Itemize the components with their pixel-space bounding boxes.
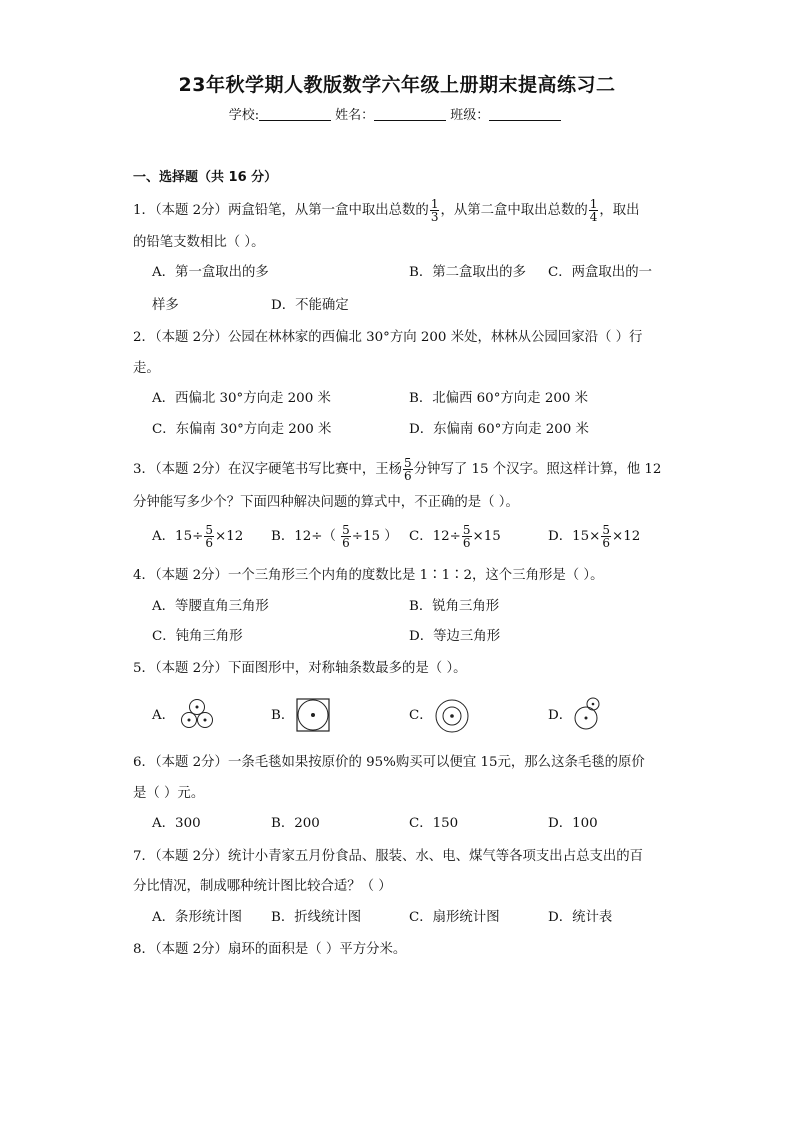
name-label: 姓名： — [335, 108, 375, 123]
q2-option-c[interactable]: C．东偏南 30°方向走 200 米 — [152, 422, 332, 437]
q4-option-d[interactable]: D．等边三角形 — [409, 629, 501, 644]
q4-stem-line1: 4．（本题 2分）一个三角形三个内角的度数比是 1∶1∶2，这个三角形是（ ）。 — [133, 568, 604, 583]
q6-stem-line2: 是（ ）元。 — [133, 786, 205, 801]
option-text: A．15÷ — [152, 529, 204, 544]
option-text: D．15× — [548, 529, 601, 544]
q5-option-c[interactable]: C． — [409, 708, 433, 723]
q6-option-c[interactable]: C．150 — [409, 816, 459, 831]
q3-option-b[interactable] — [271, 524, 398, 549]
q2-stem-line2: 走。 — [133, 361, 160, 376]
q4-option-a[interactable]: A．等腰直角三角形 — [152, 599, 269, 614]
q4-option-b[interactable]: B．锐角三角形 — [409, 599, 500, 614]
student-info-line — [0, 104, 794, 123]
fraction-denominator: 6 — [404, 469, 412, 483]
q3-stem-line1 — [133, 457, 661, 482]
fraction-numerator: 5 — [342, 523, 350, 537]
q5-figure-c-concentric-circles — [433, 697, 471, 735]
option-text: ÷15 ） — [351, 529, 398, 544]
q1-text-c: ，取出 — [599, 203, 640, 218]
q3-text-b: 分钟写了 15 个汉字。照这样计算，他 12 — [413, 462, 662, 477]
fraction-denominator: 6 — [602, 536, 611, 550]
q1-option-d[interactable]: D．不能确定 — [271, 298, 349, 313]
q1-option-c[interactable]: C．两盒取出的一 — [548, 265, 652, 280]
fraction-numerator: 5 — [205, 523, 213, 537]
q6-stem-line1: 6．（本题 2分）一条毛毯如果按原价的 95%购买可以便宜 15元，那么这条毛毯的原价 — [133, 755, 645, 770]
fraction-numerator: 1 — [430, 197, 439, 211]
fraction-numerator: 5 — [404, 456, 412, 470]
fraction-numerator: 5 — [602, 523, 611, 537]
q1-option-a[interactable]: A．第一盒取出的多 — [152, 265, 269, 280]
q2-option-b[interactable]: B．北偏西 60°方向走 200 米 — [409, 391, 589, 406]
fraction-denominator: 3 — [430, 210, 439, 224]
name-blank[interactable] — [374, 107, 446, 121]
q3-option-c[interactable] — [409, 524, 501, 549]
fraction-numerator: 5 — [462, 523, 471, 537]
q7-stem-line1: 7．（本题 2分）统计小青家五月份食品、服装、水、电、煤气等各项支出占总支出的百 — [133, 849, 644, 864]
q6-option-d[interactable]: D．100 — [548, 816, 598, 831]
q7-option-d[interactable]: D．统计表 — [548, 910, 613, 925]
q7-option-a[interactable]: A．条形统计图 — [152, 910, 243, 925]
q1-option-c-continued: 样多 — [152, 298, 179, 313]
q2-option-d[interactable]: D．东偏南 60°方向走 200 米 — [409, 422, 589, 437]
class-blank[interactable] — [489, 107, 561, 121]
q8-stem-line1: 8．（本题 2分）扇环的面积是（ ）平方分米。 — [133, 942, 407, 957]
option-fraction — [341, 524, 351, 549]
q6-option-a[interactable]: A．300 — [152, 816, 201, 831]
school-blank[interactable] — [259, 107, 331, 121]
option-fraction — [204, 524, 214, 549]
q2-stem-line1: 2．（本题 2分）公园在林林家的西偏北 30°方向 200 米处，林林从公园回家沿（ ）行 — [133, 330, 643, 345]
option-fraction — [601, 524, 611, 549]
q3-option-a[interactable] — [152, 524, 243, 549]
q3-fraction — [403, 457, 413, 482]
q3-text-a: 3．（本题 2分）在汉字硬笔书写比赛中，王杨 — [133, 462, 403, 477]
q7-option-b[interactable]: B．折线统计图 — [271, 910, 362, 925]
option-text: ×15 — [472, 529, 501, 544]
fraction-denominator: 6 — [462, 536, 471, 550]
option-text: ×12 — [612, 529, 641, 544]
q1-option-b[interactable]: B．第二盒取出的多 — [409, 265, 526, 280]
q2-option-a[interactable]: A．西偏北 30°方向走 200 米 — [152, 391, 331, 406]
option-text: B．12÷（ — [271, 529, 341, 544]
option-text: ×12 — [214, 529, 244, 544]
q3-option-d[interactable] — [548, 524, 640, 549]
q5-option-d[interactable]: D． — [548, 708, 573, 723]
q1-text-a: 1．（本题 2分）两盒铅笔，从第一盒中取出总数的 — [133, 203, 429, 218]
option-fraction — [462, 524, 472, 549]
section-title: 一、选择题（共 16 分） — [133, 170, 278, 185]
q5-figure-b-circle-in-square — [295, 697, 331, 733]
page-title: 23年秋学期人教版数学六年级上册期末提高练习二 — [178, 74, 616, 96]
q7-option-c[interactable]: C．扇形统计图 — [409, 910, 500, 925]
q4-option-c[interactable]: C．钝角三角形 — [152, 629, 243, 644]
q1-stem-line1 — [133, 198, 640, 223]
fraction-numerator: 1 — [589, 197, 598, 211]
q1-fraction-1 — [430, 198, 440, 223]
fraction-denominator: 4 — [589, 210, 598, 224]
q5-stem-line1: 5．（本题 2分）下面图形中，对称轴条数最多的是（ ）。 — [133, 661, 467, 676]
q5-option-b[interactable]: B． — [271, 708, 295, 723]
q5-figure-d-tangent-circles — [572, 693, 606, 733]
q1-text-b: ，从第二盒中取出总数的 — [440, 203, 588, 218]
fraction-denominator: 6 — [342, 536, 350, 550]
q5-figure-a-three-circles — [178, 697, 216, 731]
option-text: C．12÷ — [409, 529, 461, 544]
q3-stem-line2: 分钟能写多少个？下面四种解决问题的算式中，不正确的是（ ）。 — [133, 495, 519, 510]
class-label: 班级： — [450, 108, 490, 123]
school-label: 学校: — [228, 108, 260, 123]
q1-fraction-2 — [589, 198, 599, 223]
q7-stem-line2: 分比情况，制成哪种统计图比较合适？（ ） — [133, 879, 392, 894]
q5-option-a[interactable]: A． — [152, 708, 176, 723]
q6-option-b[interactable]: B．200 — [271, 816, 320, 831]
fraction-denominator: 6 — [205, 536, 213, 550]
q1-stem-line2: 的铅笔支数相比（ ）。 — [133, 235, 265, 250]
